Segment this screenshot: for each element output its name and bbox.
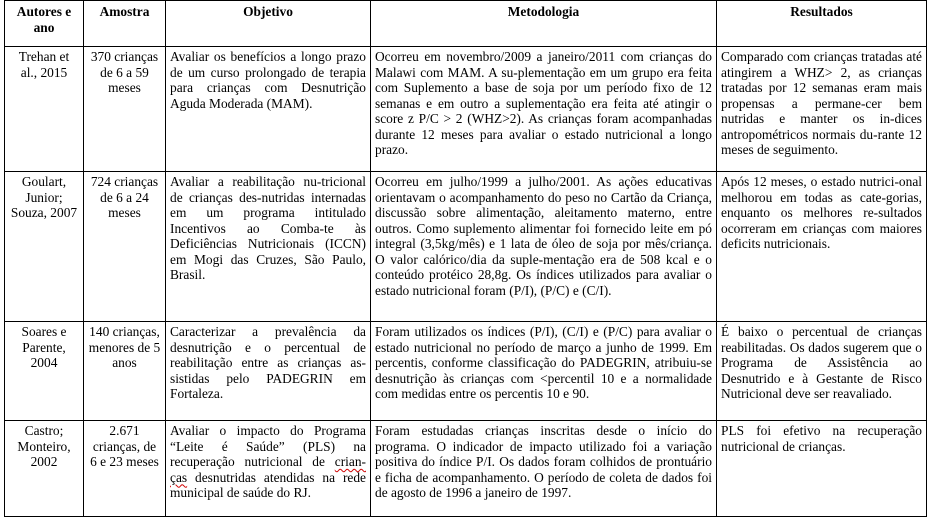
objetivo-text: Avaliar o impacto do Programa “Leite é Saúde” (PLS) na recuperação nutricional de (170, 423, 366, 469)
cell-autores: Trehan et al., 2015 (5, 47, 84, 172)
spellcheck-flagged-word[interactable]: ças (170, 469, 188, 485)
cell-metodologia: Foram estudadas crianças inscritas desde o início do programa. O indicador de impacto utilizado foi a variação positiva do índice P/I. Os dados foram colhidos de prontuário e ficha de acompanhamento. O período de coleta de dados foi de agosto de 1996 a janeiro de 1997. (371, 421, 717, 517)
objetivo-text: desnutridas atendidas na rede municipal de saúde do RJ. (170, 469, 366, 500)
cell-resultados: É baixo o percentual de crianças reabilitadas. Os dados sugerem que o Programa de Assistência ao Desnutrido e à Gestante de Risco Nutricional deve ser reavaliado. (717, 322, 927, 421)
cell-metodologia: Foram utilizados os índices (P/I), (C/I) e (P/C) para avaliar o estado nutricional no período de março a junho de 1999. Em percentis, conforme classificação do PADEGRIN, atribuiu-se desnutrição às crianças com <percentil 10 e a normalidade com medidas entre os percentis 10 e 90. (371, 322, 717, 421)
table-row (5, 47, 927, 172)
cell-resultados: PLS foi efetivo na recuperação nutricional de crianças. (717, 421, 927, 517)
cell-resultados: Após 12 meses, o estado nutrici-onal melhorou em todas as cate-gorias, enquanto os melhores re-sultados ocorreram em crianças com maiores deficits nutricionais. (717, 172, 927, 322)
cell-metodologia: Ocorreu em julho/1999 a julho/2001. As ações educativas orientavam o acompanhamento do peso no Cartão da Criança, discussão sobre alimentação, aleitamento materno, entre outros. Como suplemento alimentar foi fornecido leite em pó integral (3,5kg/mês) e 1 lata de óleo de soja por mês/criança. O valor calórico/dia da suple-mentação era de 508 kcal e o conteúdo protéico 28,8g. Os índices utilizados para avaliar o estado nutricional foram (P/I), (P/C) e (C/I). (371, 172, 717, 322)
cell-metodologia: Ocorreu em novembro/2009 a janeiro/2011 com crianças do Malawi com MAM. A su-plementação em um grupo era feita com Suplemento a base de soja por um período fixo de 12 semanas e em outro a suplementação era feita até atingir o score z P/C > 2 (WHZ>2). As crianças foram acompanhadas durante 12 meses para avaliar o estado nutricional a longo prazo. (371, 47, 717, 172)
cell-autores: Soares e Parente, 2004 (5, 322, 84, 421)
spellcheck-flagged-word[interactable]: crian- (334, 454, 366, 469)
header-row (5, 1, 927, 47)
literature-review-table (4, 0, 927, 517)
cell-autores: Goulart, Junior; Souza, 2007 (5, 172, 84, 322)
cell-objetivo: Avaliar os benefícios a longo prazo de um curso prolongado de terapia para crianças com Desnutrição Aguda Moderada (MAM). (166, 47, 371, 172)
header-autores: Autores e ano (5, 1, 84, 47)
header-metodologia: Metodologia (371, 1, 717, 47)
header-resultados: Resultados (717, 1, 927, 47)
cell-resultados: Comparado com crianças tratadas até atingirem a WHZ> 2, as crianças tratadas por 12 semanas eram mais propensas a permane-cer bem nutridas e manter os in-dices antropométricos normais du-rante 12 meses de seguimento. (717, 47, 927, 172)
table-row (5, 172, 927, 322)
cell-amostra: 140 crianças, menores de 5 anos (84, 322, 166, 421)
cell-objetivo (166, 421, 371, 517)
cell-objetivo: Caracterizar a prevalência da desnutrição e o percentual de reabilitação entre as crianças as-sistidas pelo PADEGRIN em Fortaleza. (166, 322, 371, 421)
header-objetivo: Objetivo (166, 1, 371, 47)
cell-autores: Castro; Monteiro, 2002 (5, 421, 84, 517)
cell-amostra: 724 crianças de 6 a 24 meses (84, 172, 166, 322)
table-row (5, 421, 927, 517)
cell-objetivo: Avaliar a reabilitação nu-tricional de crianças des-nutridas internadas em um programa intitulado Incentivos ao Comba-te às Deficiências Nutricionais (ICCN) em Mogi das Cruzes, São Paulo, Brasil. (166, 172, 371, 322)
table-row (5, 322, 927, 421)
cell-amostra: 370 crianças de 6 a 59 meses (84, 47, 166, 172)
header-amostra: Amostra (84, 1, 166, 47)
cell-amostra: 2.671 crianças, de 6 e 23 meses (84, 421, 166, 517)
